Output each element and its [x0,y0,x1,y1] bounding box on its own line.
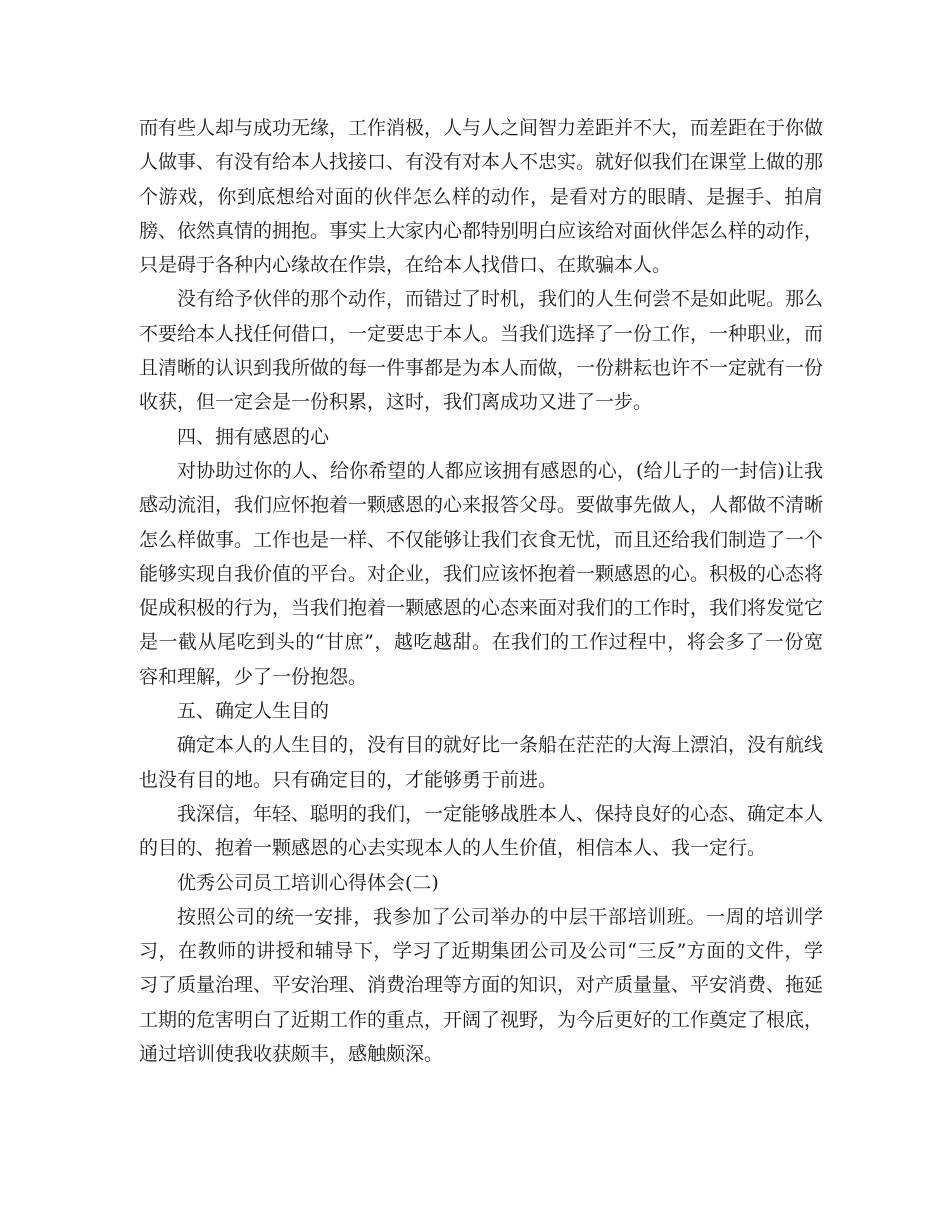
article-title-2: 优秀公司员工培训心得体会(二) [177,871,439,894]
paragraph-2: 没有给予伙伴的那个动作，而错过了时机，我们的人生何尝不是如此呢。那么不要给本人找任何借口，一定要忠于本人。当我们选择了一份工作，一种职业，而且清晰的认识到我所做的每一件事都是为本人而做，一份耕耘也许不一定就有一份收获，但一定会是一份积累，这时，我们离成功又进了一步。 [139,288,824,414]
section-heading-4: 四、拥有感恩的心 [177,425,330,448]
document-body [139,111,823,1071]
section-heading-5: 五、确定人生目的 [177,700,330,723]
paragraph-4: 确定本人的人生目的，没有目的就好比一条船在茫茫的大海上漂泊，没有航线也没有目的地。只有确定目的，才能够勇于前进。 [139,734,824,791]
paragraph-6: 按照公司的统一安排，我参加了公司举办的中层干部培训班。一周的培训学习，在教师的讲授和辅导下，学习了近期集团公司及公司“三反”方面的文件，学习了质量治理、平安治理、消费治理等方面的知识，对产质量量、平安消费、拖延工期的危害明白了近期工作的重点，开阔了视野，为今后更好的工作奠定了根底，通过培训使我收获颇丰，感触颇深。 [139,905,824,1066]
paragraph-3: 对协助过你的人、给你希望的人都应该拥有感恩的心，(给儿子的一封信)让我感动流泪，我们应怀抱着一颗感恩的心来报答父母。要做事先做人，人都做不清晰怎么样做事。工作也是一样、不仅能够让我们衣食无忧，而且还给我们制造了一个能够实现自我价值的平台。对企业，我们应该怀抱着一颗感恩的心。积极的心态将促成积极的行为，当我们抱着一颗感恩的心态来面对我们的工作时，我们将发觉它是一截从尾吃到头的“甘庶”，越吃越甜。在我们的工作过程中，将会多了一份宽容和理解，少了一份抱怨。 [139,459,824,688]
paragraph-5: 我深信，年轻、聪明的我们，一定能够战胜本人、保持良好的心态、确定本人的目的、抱着一颗感恩的心去实现本人的人生价值，相信本人、我一定行。 [139,802,824,860]
paragraph-1: 而有些人却与成功无缘，工作消极，人与人之间智力差距并不大，而差距在于你做人做事、有没有给本人找接口、有没有对本人不忠实。就好似我们在课堂上做的那个游戏，你到底想给对面的伙伴怎么样的动作，是看对方的眼睛、是握手、拍肩膀、依然真情的拥抱。事实上大家内心都特别明白应该给对面伙伴怎么样的动作，只是碍于各种内心缘故在作祟，在给本人找借口、在欺骗本人。 [139,117,824,277]
